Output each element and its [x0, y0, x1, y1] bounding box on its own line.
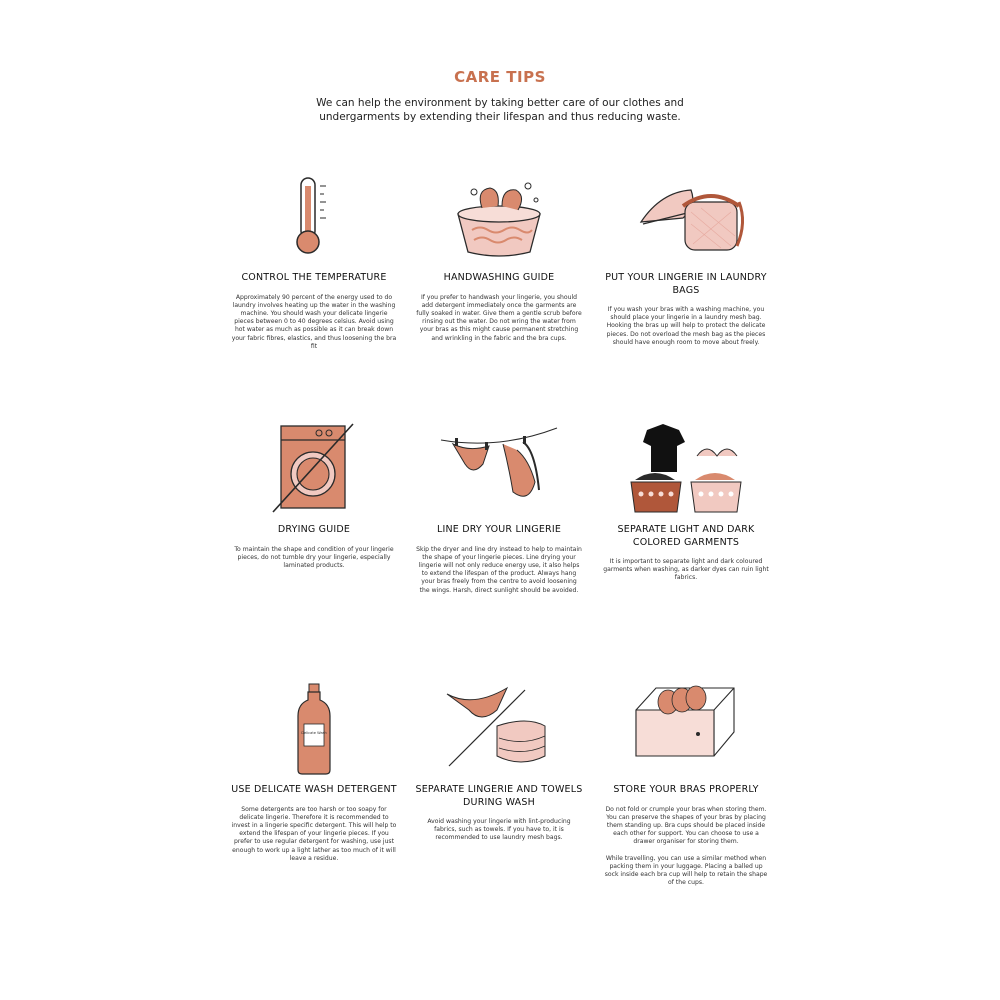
tip-handwashing-guide	[414, 172, 584, 343]
tip-title: STORE YOUR BRAS PROPERLY	[613, 784, 759, 795]
tip-store-bras	[601, 680, 771, 895]
clothesline-icon	[439, 420, 559, 516]
tip-drying-guide	[229, 420, 399, 570]
tip-title: USE DELICATE WASH DETERGENT	[231, 784, 397, 795]
tip-body: Skip the dryer and line dry instead to help to maintain the shape of your lingerie pieces. Line drying your lingerie will not only reduce energy use, it also helps to extend the lifespan of the product. Always hang your bras freely from the centre to avoid loosening the wings. Harsh, direct sunlight should be avoided.	[416, 545, 582, 594]
tip-control-temperature	[229, 172, 399, 351]
tip-title: DRYING GUIDE	[277, 524, 351, 535]
tip-laundry-bags	[601, 172, 771, 347]
tip-title: PUT YOUR LINGERIE IN LAUNDRY BAGS	[605, 272, 767, 296]
page-title: CARE TIPS	[454, 68, 546, 86]
tip-title: HANDWASHING GUIDE	[443, 272, 555, 283]
laundry-bag-icon	[621, 172, 751, 262]
tip-body: It is important to separate light and dark coloured garments when washing, as darker dyes can ruin light fabrics.	[603, 558, 769, 582]
tip-body: If you prefer to handwash your lingerie, you should add detergent immediately once the garments are fully soaked in water. Give them a gentle scrub before rinsing out the water. Do not wring the water from your bras as this might cause permanent stretching and wrinkling in the fabric and the bra cups.	[416, 293, 582, 342]
laundry-baskets-icon	[621, 420, 751, 516]
no-tumble-dry-icon	[269, 420, 359, 516]
tip-title: LINE DRY YOUR LINGERIE	[436, 524, 562, 535]
tip-body: Avoid washing your lingerie with lint-producing fabrics, such as towels. If you have to, it is recommended to use laundry mesh bags.	[427, 818, 571, 842]
tip-body: Some detergents are too harsh or too soapy for delicate lingerie. Therefore it is recommended to invest in a lingerie specific detergent. This will help to extend the lifespan of your lingerie pieces. If you prefer to use regular detergent for washing, use just enough to work up a light lather as too much of it will leave a residue.	[231, 805, 397, 862]
tip-body	[601, 806, 771, 888]
tip-title: SEPARATE LIGHT AND DARK COLORED GARMENTS	[617, 524, 755, 548]
tip-body-paragraph: Do not fold or crumple your bras when storing them. You can preserve the shapes of your bras by placing them standing up. Bra cups should be placed inside each other for support. You can choose to use a drawer organiser for storing them.	[605, 805, 767, 846]
tip-delicate-detergent	[229, 680, 399, 863]
tip-body: If you wash your bras with a washing machine, you should place your lingerie in a laundry mesh bag. Hooking the bras up will help to protect the delicate pieces. Do not overload the mesh bag as the pieces should have enough room to move about freely.	[606, 306, 766, 346]
bra-drawer-icon	[626, 680, 746, 780]
detergent-bottle-icon	[284, 680, 344, 780]
lingerie-towel-icon	[439, 680, 559, 780]
thermometer-icon	[274, 172, 354, 262]
tip-body-paragraph: While travelling, you can use a similar method when packing them in your luggage. Placing a balled up sock inside each bra cup will help to retain the shape of the cups.	[604, 854, 768, 887]
tip-separate-colors	[601, 420, 771, 583]
tip-title: CONTROL THE TEMPERATURE	[241, 272, 387, 283]
tip-title: SEPARATE LINGERIE AND TOWELS DURING WASH	[415, 784, 583, 808]
bottle-label: Delicate Wash	[301, 731, 327, 735]
wash-basin-icon	[444, 172, 554, 262]
tip-line-dry	[414, 420, 584, 595]
tip-separate-towels	[414, 680, 584, 843]
intro-text: We can help the environment by taking better care of our clothes and undergarments by extending their lifespan and thus reducing waste.	[316, 97, 684, 123]
tip-body: Approximately 90 percent of the energy used to do laundry involves heating up the water in the washing machine. You should wash your delicate lingerie pieces between 0 to 40 degrees celsius. Avoid using hot water as much as possible as it can break down your fabric fibres, elastics, and thus loosening the bra fit	[231, 293, 397, 350]
tip-body: To maintain the shape and condition of your lingerie pieces, do not tumble dry your lingerie, especially laminated products.	[234, 545, 394, 569]
